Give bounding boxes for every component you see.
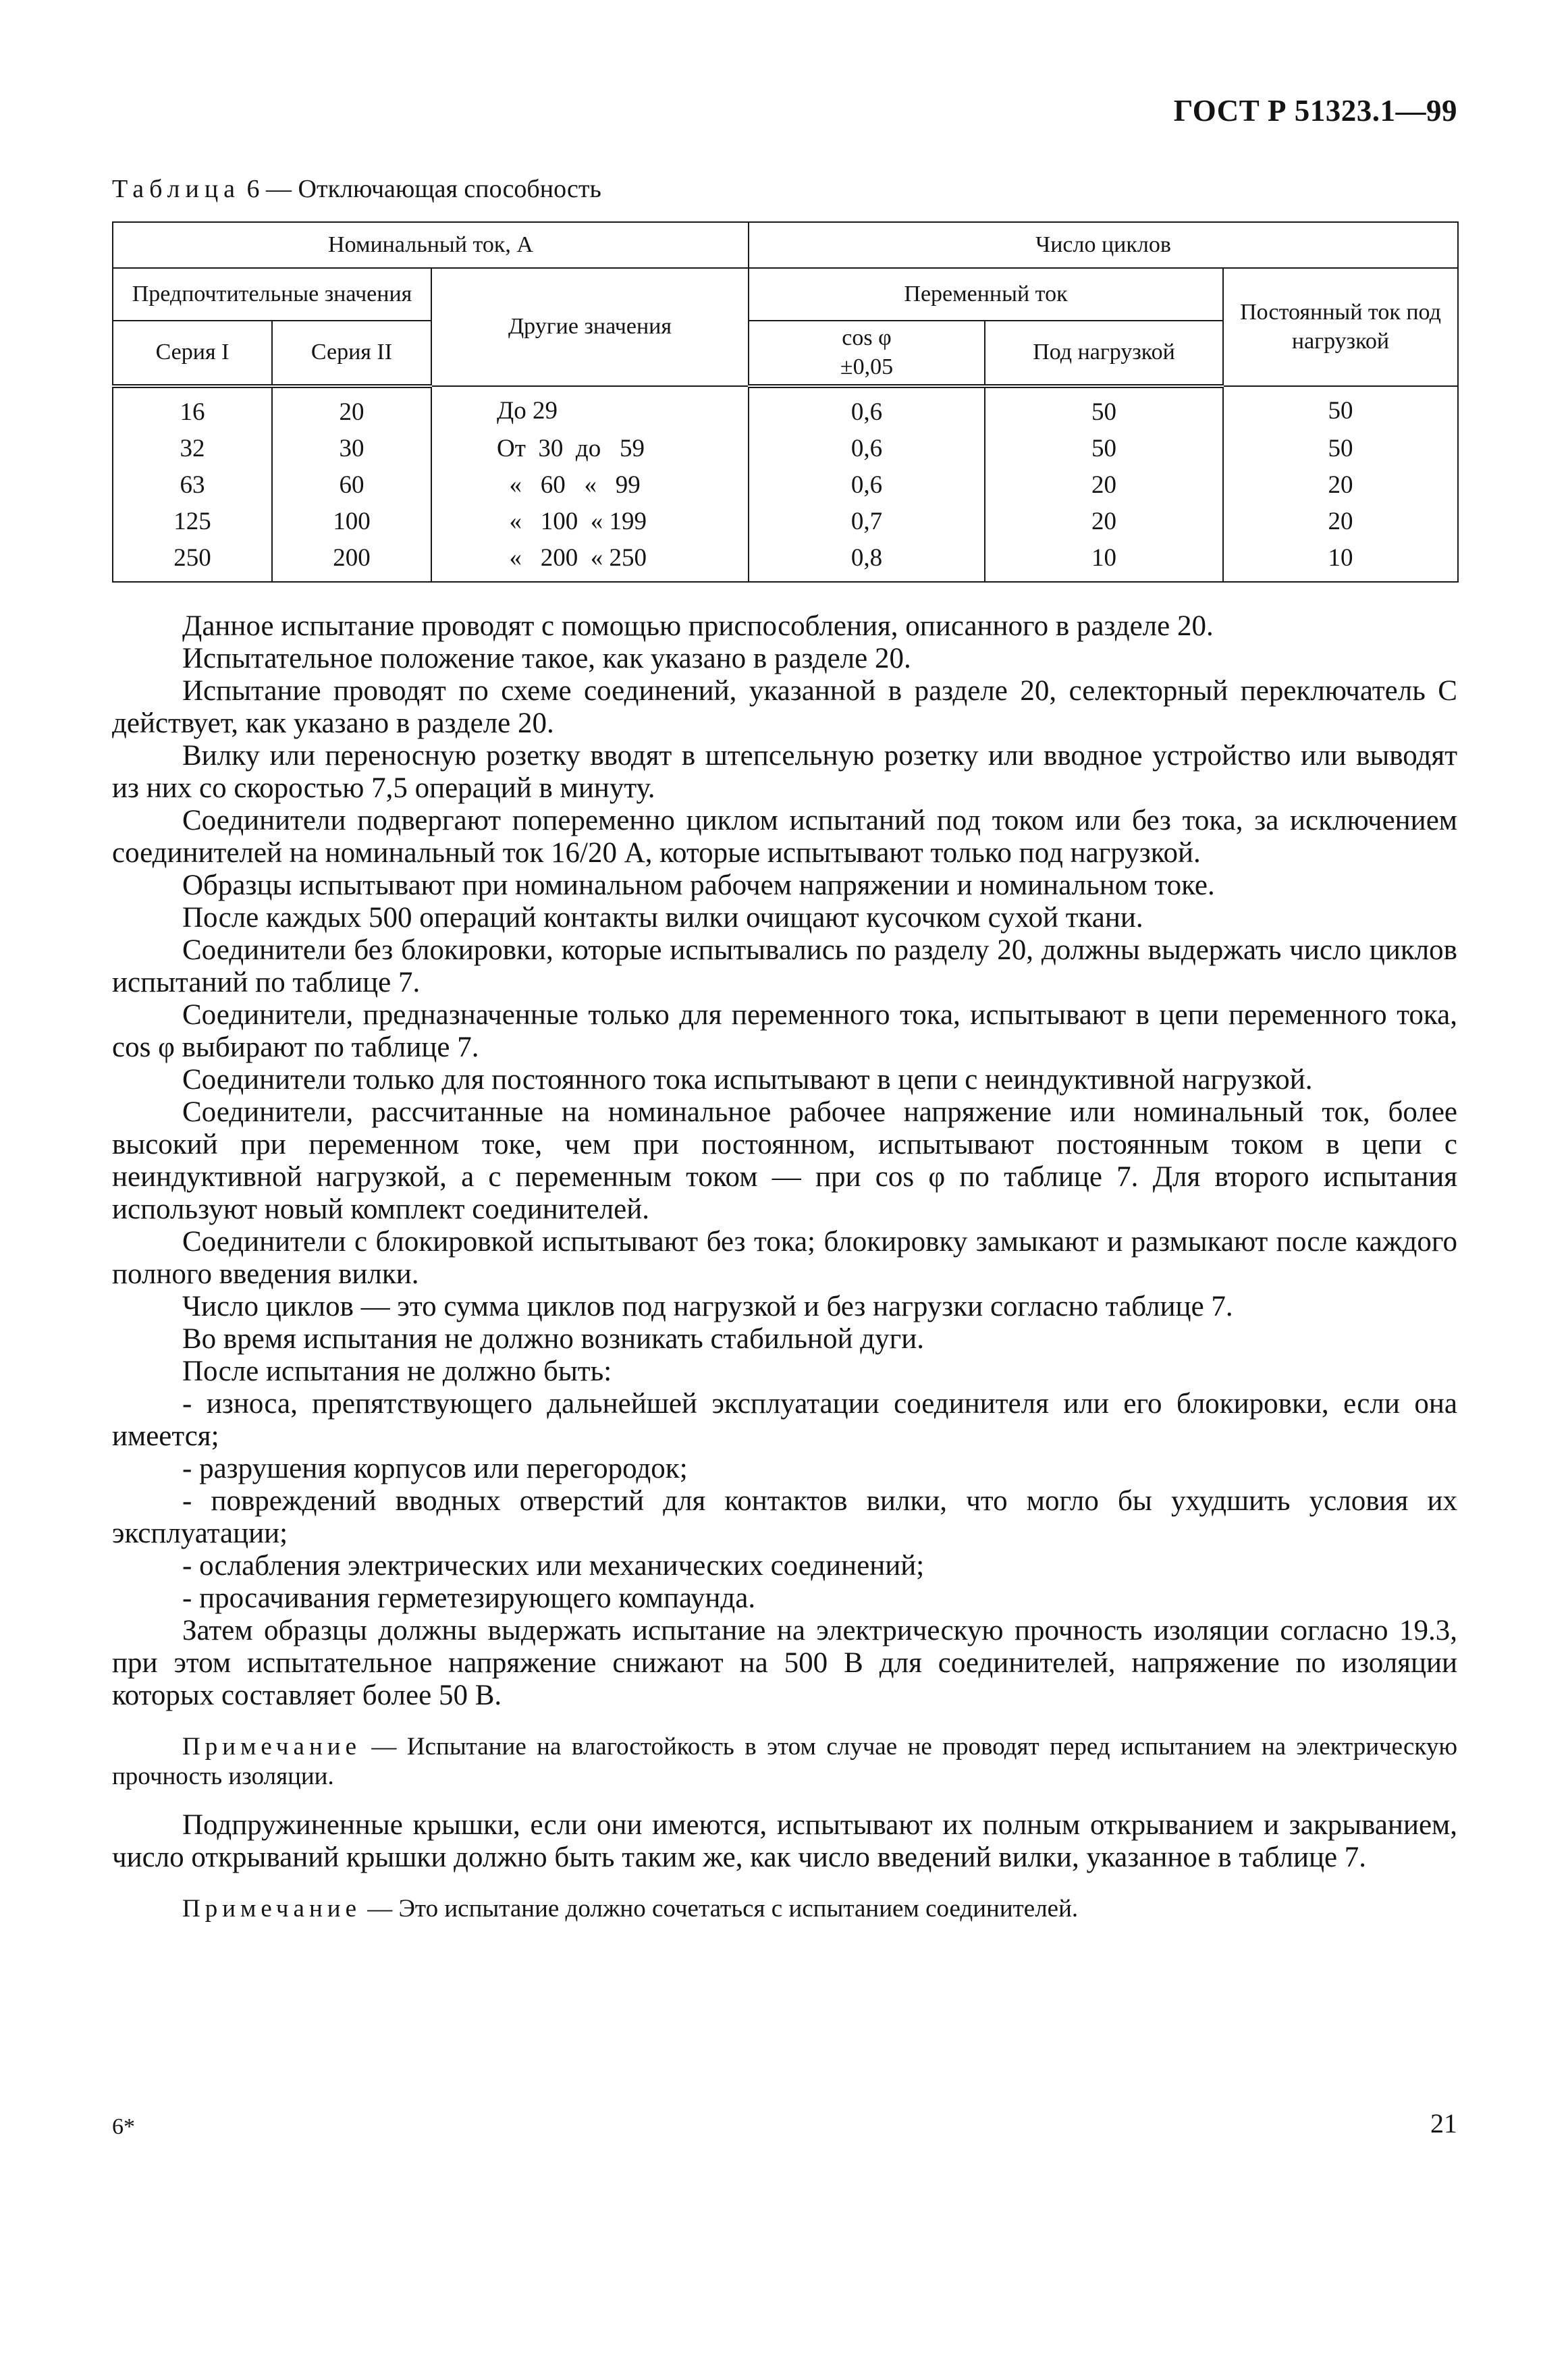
cell-series-1: 32 bbox=[113, 430, 272, 466]
cell-series-2: 100 bbox=[272, 503, 431, 539]
breaking-capacity-table bbox=[112, 221, 1459, 583]
cell-cos-phi: 0,8 bbox=[749, 539, 985, 582]
paragraph: Подпружиненные крышки, если они имеются, испытывают их полным открыванием и закрыванием, число открываний крышки должно быть таким же, как число введений вилки, указанное в таблице 7. bbox=[112, 1809, 1457, 1873]
table-caption-title: 6 — Отключающая способность bbox=[240, 175, 601, 203]
paragraph: Образцы испытывают при номинальном рабочем напряжении и номинальном токе. bbox=[182, 869, 1215, 901]
cell-under-load: 10 bbox=[985, 539, 1223, 582]
paragraph: Затем образцы должны выдержать испытание на электрическую прочность изоляции согласно 19.3, при этом испытательное напряжение снижают на 500 В для соединителей, напряжение по изоляции которых составляет более 50 В. bbox=[112, 1615, 1457, 1711]
cell-other-values: От 30 до 59 bbox=[431, 430, 749, 466]
cell-dc-load: 50 bbox=[1223, 430, 1458, 466]
cell-series-1: 16 bbox=[113, 386, 272, 430]
col-header-series-2: Серия II bbox=[272, 321, 431, 386]
note-text: — Испытание на влагостойкость в этом случае не проводят перед испытанием на электрическую прочность изоляции. bbox=[112, 1733, 1457, 1790]
cell-series-1: 125 bbox=[113, 503, 272, 539]
cell-dc-load: 20 bbox=[1223, 503, 1458, 539]
note-text: — Это испытание должно сочетаться с испытанием соединителей. bbox=[361, 1895, 1079, 1923]
table-row bbox=[113, 466, 1458, 503]
list-item: - ослабления электрических или механических соединений; bbox=[182, 1550, 925, 1582]
paragraph: Соединители с блокировкой испытывают без тока; блокировку замыкают и размыкают после каждого полного введения вилки. bbox=[112, 1226, 1457, 1290]
col-header-preferred: Предпочтительные значения bbox=[113, 268, 431, 321]
col-header-other-values: Другие значения bbox=[431, 268, 749, 386]
paragraph: Во время испытания не должно возникать стабильной дуги. bbox=[182, 1323, 924, 1355]
paragraph: Соединители, предназначенные только для переменного тока, испытывают в цепи переменного тока, cos φ выбирают по таблице 7. bbox=[112, 999, 1457, 1063]
cell-under-load: 20 bbox=[985, 503, 1223, 539]
cell-dc-load: 50 bbox=[1223, 386, 1458, 430]
col-header-dc-load: Постоянный ток под нагрузкой bbox=[1223, 268, 1458, 386]
note-label: Примечание bbox=[182, 1895, 361, 1923]
cell-other-values: До 29 bbox=[431, 386, 749, 430]
col-header-cos-phi: cos φ ±0,05 bbox=[749, 321, 985, 386]
cell-series-2: 60 bbox=[272, 466, 431, 503]
paragraph: Испытание проводят по схеме соединений, указанной в разделе 20, селекторный переключатель С действует, как указано в разделе 20. bbox=[112, 675, 1457, 739]
sheet-mark: 6* bbox=[112, 2114, 135, 2139]
paragraph: Вилку или переносную розетку вводят в штепсельную розетку или вводное устройство или выводят из них со скоростью 7,5 операций в минуту. bbox=[112, 740, 1457, 804]
cell-other-values: « 200 « 250 bbox=[431, 539, 749, 582]
cell-other-values: « 60 « 99 bbox=[431, 466, 749, 503]
paragraph: Соединители, рассчитанные на номинальное рабочее напряжение или номинальный ток, более высокий при переменном токе, чем при постоянном, испытывают постоянным током в цепи с неиндуктивной нагрузкой, а с переменным током — при cos φ по таблице 7. Для второго испытания используют новый комплект соединителей. bbox=[112, 1096, 1457, 1225]
cell-cos-phi: 0,7 bbox=[749, 503, 985, 539]
table-row bbox=[113, 430, 1458, 466]
cell-series-2: 200 bbox=[272, 539, 431, 582]
list-item: - просачивания герметезирующего компаунда. bbox=[182, 1582, 756, 1614]
page-number: 21 bbox=[1430, 2108, 1457, 2139]
col-header-nominal-current: Номинальный ток, А bbox=[113, 222, 749, 268]
paragraph: После испытания не должно быть: bbox=[182, 1356, 612, 1387]
cell-under-load: 20 bbox=[985, 466, 1223, 503]
list-item: - разрушения корпусов или перегородок; bbox=[182, 1453, 688, 1484]
list-item: - износа, препятствующего дальнейшей эксплуатации соединителя или его блокировки, если она имеется; bbox=[112, 1388, 1457, 1452]
table-row bbox=[113, 386, 1458, 430]
cell-cos-phi: 0,6 bbox=[749, 386, 985, 430]
col-header-cycles: Число циклов bbox=[749, 222, 1458, 268]
paragraph: Соединители подвергают попеременно циклом испытаний под током или без тока, за исключением соединителей на номинальный ток 16/20 А, которые испытывают только под нагрузкой. bbox=[112, 805, 1457, 869]
table-row bbox=[113, 539, 1458, 582]
cell-dc-load: 10 bbox=[1223, 539, 1458, 582]
cell-cos-phi: 0,6 bbox=[749, 466, 985, 503]
cell-under-load: 50 bbox=[985, 430, 1223, 466]
body-text bbox=[112, 610, 1457, 1941]
cell-other-values: « 100 « 199 bbox=[431, 503, 749, 539]
document-header: ГОСТ Р 51323.1—99 bbox=[1173, 94, 1457, 128]
list-item: - повреждений вводных отверстий для контактов вилки, что могло бы ухудшить условия их эксплуатации; bbox=[112, 1485, 1457, 1549]
col-header-under-load: Под нагрузкой bbox=[985, 321, 1223, 386]
table-caption bbox=[112, 174, 601, 204]
paragraph: Испытательное положение такое, как указано в разделе 20. bbox=[182, 643, 911, 674]
col-header-ac: Переменный ток bbox=[749, 268, 1223, 321]
cell-cos-phi: 0,6 bbox=[749, 430, 985, 466]
table-row bbox=[113, 503, 1458, 539]
paragraph: Число циклов — это сумма циклов под нагрузкой и без нагрузки согласно таблице 7. bbox=[182, 1291, 1233, 1322]
note bbox=[112, 1894, 1457, 1924]
col-header-series-1: Серия I bbox=[113, 321, 272, 386]
cell-series-2: 20 bbox=[272, 386, 431, 430]
cell-dc-load: 20 bbox=[1223, 466, 1458, 503]
paragraph: После каждых 500 операций контакты вилки очищают кусочком сухой ткани. bbox=[182, 902, 1143, 934]
cell-series-1: 63 bbox=[113, 466, 272, 503]
cell-series-2: 30 bbox=[272, 430, 431, 466]
cell-under-load: 50 bbox=[985, 386, 1223, 430]
paragraph: Данное испытание проводят с помощью приспособления, описанного в разделе 20. bbox=[182, 610, 1214, 642]
cell-series-1: 250 bbox=[113, 539, 272, 582]
note bbox=[112, 1732, 1457, 1792]
note-label: Примечание bbox=[182, 1733, 361, 1761]
table-caption-label: Таблица bbox=[112, 175, 241, 203]
paragraph: Соединители только для постоянного тока испытывают в цепи с неиндуктивной нагрузкой. bbox=[182, 1064, 1313, 1096]
paragraph: Соединители без блокировки, которые испытывались по разделу 20, должны выдержать число циклов испытаний по таблице 7. bbox=[112, 934, 1457, 998]
